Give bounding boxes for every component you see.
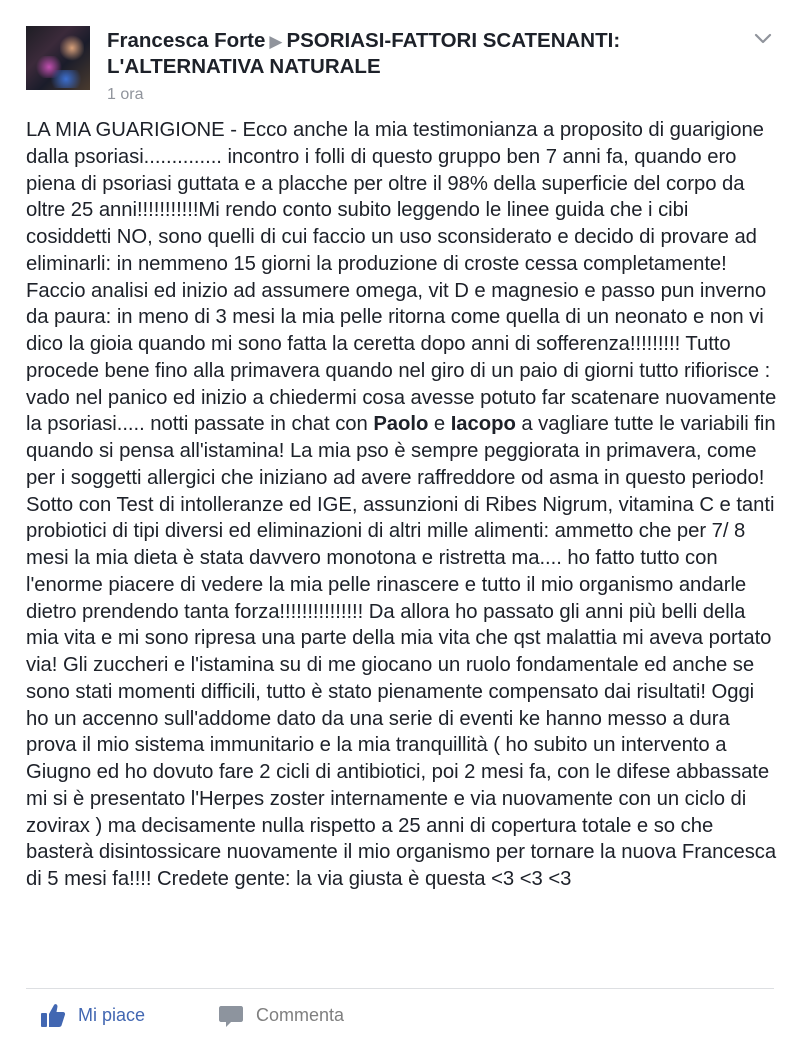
comment-label: Commenta (256, 1004, 345, 1025)
avatar[interactable] (26, 26, 90, 90)
group-name[interactable]: PSORIASI-FATTORI SCATENANTI: L'ALTERNATIVA NATURALE (107, 29, 621, 78)
like-label: Mi piace (78, 1004, 146, 1025)
post-body-text: LA MIA GUARIGIONE - Ecco anche la mia testimonianza a proposito di guarigione dalla psoriasi.............. incontro i folli di questo gruppo ben 7 anni fa, quando ero piena di psoriasi guttata e a placche per oltre il 98% della superficie del corpo da oltre 25 anni!!!!!!!!!!!Mi rendo conto subito leggendo le linee guida che i cibi cosiddetti NO, sono quelli di cui faccio un uso sconsiderato e decido di provare ad eliminarli: in nemmeno 15 giorni la produzione di croste cessa completamente! Faccio analisi ed inizio ad assumere omega, vit D e magnesio e passo pun inverno da paura: in meno di 3 mesi la mia pelle ritorna come quella di un neonato e non vi dico la gioia quando mi sono fatta la ceretta dopo anni di sofferenza!!!!!!!!! Tutto procede bene fino alla primavera quando nel giro di un paio di giorni tutto rifiorisce : vado nel panico ed inizio a chiedermi cosa avesse potuto far scatenare nuovamente la psoriasi..... notti passate in chat con (26, 119, 777, 436)
chevron-down-icon[interactable] (752, 30, 774, 48)
author-name[interactable]: Francesca Forte (107, 29, 266, 52)
thumbs-up-icon (40, 1002, 66, 1028)
post-timestamp[interactable]: 1 ora (107, 86, 144, 103)
tagged-user[interactable]: Paolo (373, 413, 429, 436)
comment-button[interactable] (218, 1001, 344, 1029)
post-header (107, 28, 727, 79)
triangle-right-icon: ▶ (269, 32, 283, 51)
post-body-text: e (428, 413, 451, 436)
like-button[interactable] (40, 1001, 145, 1029)
speech-bubble-icon (218, 1002, 244, 1028)
post-body (26, 117, 778, 893)
post-body-text: a vagliare tutte le variabili fin quando si pensa all'istamina! La mia pso è sempre peggiorata in primavera, come per i soggetti allergici che iniziano ad avere raffreddore od asma in questo periodo! Sotto con Test di intolleranze ed IGE, assunzioni di Ribes Nigrum, vitamina C e tanti probiotici di tipi diversi ed eliminazioni di altri mille alimenti: ammetto che per 7/ 8 mesi la mia dieta è stata davvero monotona e ristretta ma.... ho fatto tutto con l'enorme piacere di vedere la mia pelle rinascere e tutto il mio organismo andarle dietro prendendo tanta forza!!!!!!!!!!!!!!! Da allora ho passato gli anni più belli della mia vita e mi sono ripresa una parte della mia vita che qst malattia mi aveva portato via! Gli zuccheri e l'istamina su di me giocano un ruolo fondamentale ed anche se sono stati momenti difficili, tutto è stato pienamente compensato dai risultati! Oggi ho un accenno sull'addome dato da una serie di eventi ke hanno messo a dura prova il mio sistema immunitario e la mia tranquillità ( ho subito un intervento a Giugno ed ho dovuto fare 2 cicli di antibiotici, poi 2 mesi fa, con le difese abbassate mi si è presentato l'Herpes zoster internamente e via nuovamente con un ciclo di zovirax ) ma decisamente nulla rispetto a 25 anni di copertura totale e so che basterà disintossicare nuovamente il mio organismo per tornare la nuova Francesca di 5 mesi fa!!!! Credete gente: la via giusta è questa <3 <3 <3 (26, 413, 777, 890)
tagged-user[interactable]: Iacopo (450, 413, 516, 436)
divider (26, 988, 774, 989)
